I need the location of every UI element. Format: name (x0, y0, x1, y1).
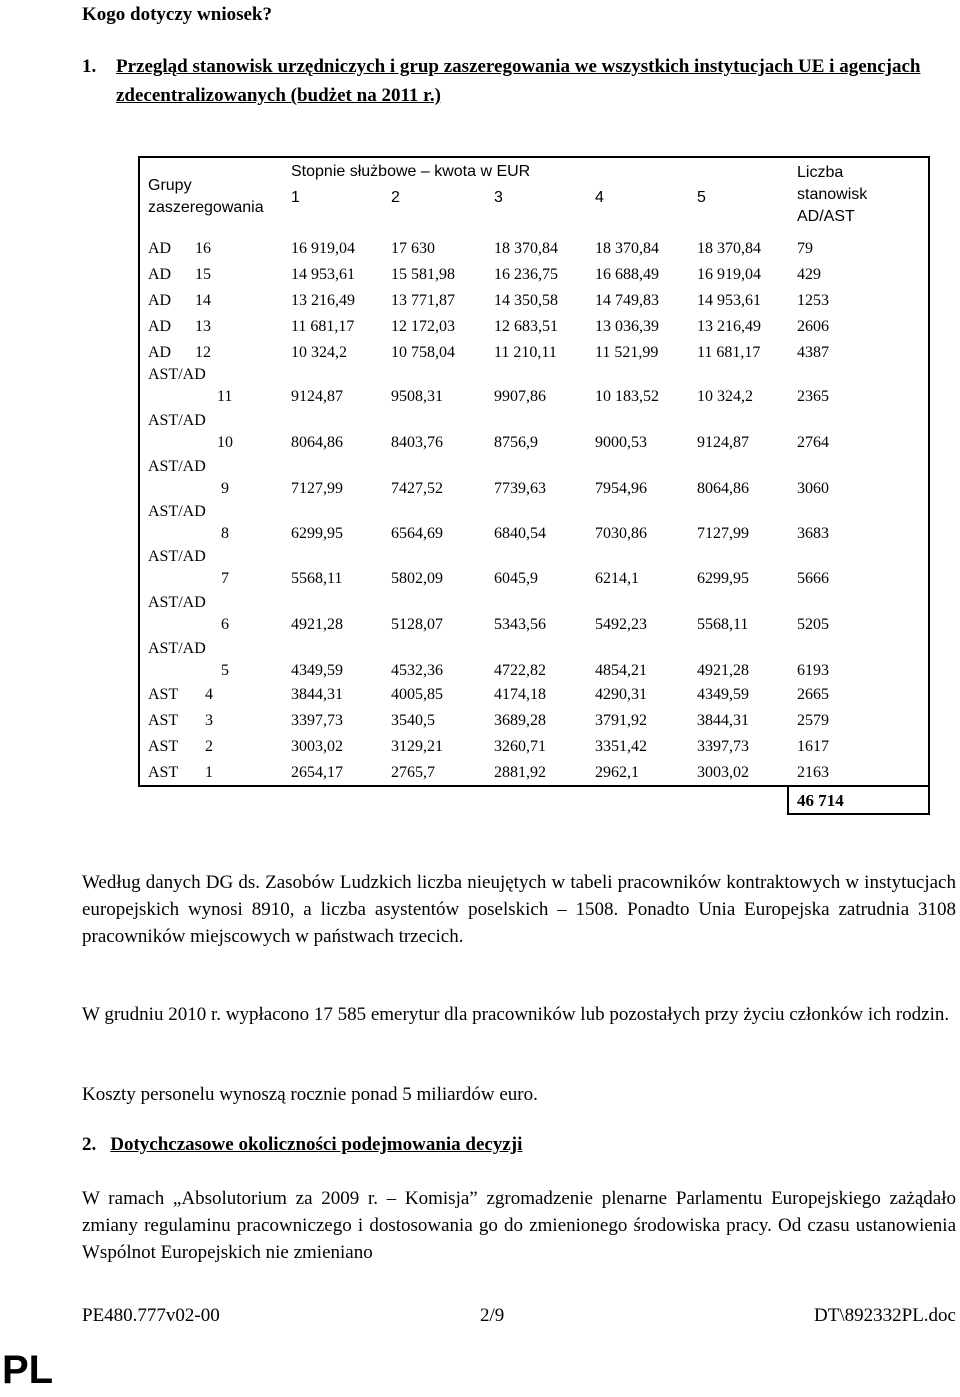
table-cell-step-5: 4921,28 (697, 662, 749, 679)
table-cell-count: 429 (797, 266, 821, 283)
table-cell-step-5: 10 324,2 (697, 388, 753, 405)
table-cell-count: 1253 (797, 292, 829, 309)
table-cell-group: AST/AD (148, 503, 206, 520)
table-cell-count: 2764 (797, 434, 829, 451)
table-cell-step-1: 13 216,49 (291, 292, 355, 309)
table-cell-step-3: 12 683,51 (494, 318, 558, 335)
table-cell-grade: 11 (217, 388, 233, 405)
section-2-number: 2. (82, 1134, 97, 1155)
table-cell-grade: 5 (221, 662, 229, 679)
table-cell-step-4: 4854,21 (595, 662, 647, 679)
table-cell-step-4: 5492,23 (595, 616, 647, 633)
table-header-count-line2: stanowisk (797, 186, 868, 203)
table-header-group-line1: Grupy (148, 177, 192, 194)
table-cell-group: AST (148, 738, 179, 755)
table-cell-group: AST (148, 764, 179, 781)
table-cell-step-1: 16 919,04 (291, 240, 355, 257)
table-cell-step-1: 3003,02 (291, 738, 343, 755)
table-cell-step-5: 18 370,84 (697, 240, 761, 257)
table-cell-step-2: 13 771,87 (391, 292, 455, 309)
table-cell-count: 1617 (797, 738, 829, 755)
paragraph-staff-costs: Koszty personelu wynoszą rocznie ponad 5 miliardów euro. (82, 1084, 538, 1105)
table-header-count-line3: AD/AST (797, 208, 855, 225)
table-cell-step-1: 6299,95 (291, 525, 343, 542)
table-cell-step-3: 5343,56 (494, 616, 546, 633)
table-cell-step-4: 11 521,99 (595, 344, 659, 361)
table-cell-step-4: 4290,31 (595, 686, 647, 703)
table-header-step-1: 1 (291, 189, 300, 206)
table-cell-step-2: 9508,31 (391, 388, 443, 405)
table-cell-group: AST (148, 712, 179, 729)
table-cell-step-5: 6299,95 (697, 570, 749, 587)
table-cell-step-5: 3844,31 (697, 712, 749, 729)
table-cell-group: AST (148, 686, 179, 703)
table-cell-step-3: 18 370,84 (494, 240, 558, 257)
total-count: 46 714 (787, 785, 930, 815)
table-cell-step-1: 10 324,2 (291, 344, 347, 361)
table-header-group-line2: zaszeregowania (148, 199, 264, 216)
table-header-step-5: 5 (697, 189, 706, 206)
table-cell-step-2: 5128,07 (391, 616, 443, 633)
table-cell-grade: 12 (195, 344, 211, 361)
table-cell-step-5: 13 216,49 (697, 318, 761, 335)
table-header-step-3: 3 (494, 189, 503, 206)
table-cell-step-3: 3260,71 (494, 738, 546, 755)
language-mark: PL (2, 1348, 54, 1392)
table-cell-step-4: 9000,53 (595, 434, 647, 451)
table-cell-grade: 8 (221, 525, 229, 542)
table-header-step-4: 4 (595, 189, 604, 206)
table-cell-group: AD (148, 266, 172, 283)
table-cell-step-1: 3397,73 (291, 712, 343, 729)
footer-document-name: DT\892332PL.doc (814, 1305, 956, 1326)
table-header-steps-title: Stopnie służbowe – kwota w EUR (291, 163, 531, 180)
table-cell-group: AD (148, 318, 172, 335)
table-cell-step-1: 5568,11 (291, 570, 343, 587)
table-cell-grade: 16 (195, 240, 211, 257)
section-1-heading (82, 52, 960, 110)
table-cell-step-3: 4722,82 (494, 662, 546, 679)
table-cell-count: 3060 (797, 480, 829, 497)
table-cell-step-5: 16 919,04 (697, 266, 761, 283)
section-1-title: Przegląd stanowisk urzędniczych i grup zaszeregowania we wszystkich instytucjach UE i agencjach zdecentralizowanych (budżet na 2011 r.) (116, 56, 921, 106)
table-cell-step-1: 2654,17 (291, 764, 343, 781)
table-cell-step-1: 4921,28 (291, 616, 343, 633)
table-cell-grade: 13 (195, 318, 211, 335)
table-cell-step-2: 3129,21 (391, 738, 443, 755)
table-cell-step-2: 8403,76 (391, 434, 443, 451)
table-cell-step-4: 10 183,52 (595, 388, 659, 405)
table-cell-group: AST/AD (148, 366, 206, 383)
table-cell-step-4: 14 749,83 (595, 292, 659, 309)
table-cell-grade: 10 (217, 434, 233, 451)
table-cell-count: 4387 (797, 344, 829, 361)
table-header-count-line1: Liczba (797, 164, 844, 181)
table-cell-count: 2579 (797, 712, 829, 729)
table-cell-step-4: 16 688,49 (595, 266, 659, 283)
table-cell-step-5: 4349,59 (697, 686, 749, 703)
table-cell-step-2: 4532,36 (391, 662, 443, 679)
table-cell-count: 3683 (797, 525, 829, 542)
table-cell-step-4: 3791,92 (595, 712, 647, 729)
table-cell-step-3: 14 350,58 (494, 292, 558, 309)
table-cell-step-3: 2881,92 (494, 764, 546, 781)
table-cell-step-1: 7127,99 (291, 480, 343, 497)
table-cell-step-3: 16 236,75 (494, 266, 558, 283)
table-cell-step-4: 3351,42 (595, 738, 647, 755)
table-header-step-2: 2 (391, 189, 400, 206)
table-cell-step-2: 12 172,03 (391, 318, 455, 335)
table-cell-count: 2365 (797, 388, 829, 405)
table-cell-group: AST/AD (148, 458, 206, 475)
table-cell-group: AST/AD (148, 640, 206, 657)
table-cell-group: AD (148, 292, 172, 309)
table-cell-step-5: 8064,86 (697, 480, 749, 497)
table-cell-step-2: 7427,52 (391, 480, 443, 497)
table-cell-step-3: 6045,9 (494, 570, 538, 587)
table-cell-step-1: 3844,31 (291, 686, 343, 703)
table-cell-step-2: 3540,5 (391, 712, 435, 729)
table-cell-grade: 4 (205, 686, 213, 703)
table-cell-grade: 6 (221, 616, 229, 633)
table-cell-group: AST/AD (148, 594, 206, 611)
paragraph-pensions: W grudniu 2010 r. wypłacono 17 585 emerytur dla pracowników lub pozostałych przy życiu członków ich rodzin. (82, 1004, 950, 1025)
table-cell-count: 5205 (797, 616, 829, 633)
table-cell-step-2: 6564,69 (391, 525, 443, 542)
table-cell-step-5: 9124,87 (697, 434, 749, 451)
table-cell-count: 5666 (797, 570, 829, 587)
table-cell-step-1: 14 953,61 (291, 266, 355, 283)
section-2-body: W ramach „Absolutorium za 2009 r. – Komisja” zgromadzenie plenarne Parlamentu Europejskiego zażądało zmiany regulaminu pracowniczego i dostosowania go do zmienionego środowiska pracy. Od czasu ustanowienia Wspólnot Europejskich nie zmieniano (82, 1188, 956, 1263)
table-cell-step-4: 2962,1 (595, 764, 639, 781)
table-cell-step-5: 3397,73 (697, 738, 749, 755)
table-cell-count: 2665 (797, 686, 829, 703)
table-cell-step-5: 5568,11 (697, 616, 749, 633)
table-cell-grade: 9 (221, 480, 229, 497)
table-cell-count: 79 (797, 240, 813, 257)
table-cell-step-3: 4174,18 (494, 686, 546, 703)
footer-reference: PE480.777v02-00 (82, 1305, 220, 1326)
table-cell-step-4: 6214,1 (595, 570, 639, 587)
table-cell-grade: 1 (205, 764, 213, 781)
table-cell-group: AST/AD (148, 412, 206, 429)
table-cell-step-4: 7954,96 (595, 480, 647, 497)
table-cell-group: AD (148, 344, 172, 361)
table-cell-grade: 14 (195, 292, 211, 309)
table-cell-step-4: 13 036,39 (595, 318, 659, 335)
table-cell-step-2: 15 581,98 (391, 266, 455, 283)
table-cell-group: AD (148, 240, 172, 257)
table-cell-count: 2163 (797, 764, 829, 781)
paragraph-contract-staff: Według danych DG ds. Zasobów Ludzkich liczba nieujętych w tabeli pracowników kontraktowych w instytucjach europejskich wynosi 8910, a liczba asystentów poselskich – 1508. Ponadto Unia Europejska zatrudnia 3108 pracowników miejscowych w państwach trzecich. (82, 872, 956, 947)
table-cell-step-1: 11 681,17 (291, 318, 355, 335)
table-cell-step-2: 4005,85 (391, 686, 443, 703)
table-cell-grade: 3 (205, 712, 213, 729)
table-cell-step-4: 7030,86 (595, 525, 647, 542)
table-cell-count: 6193 (797, 662, 829, 679)
table-cell-step-2: 2765,7 (391, 764, 435, 781)
section-1-number: 1. (82, 56, 97, 77)
table-cell-step-1: 8064,86 (291, 434, 343, 451)
table-cell-count: 2606 (797, 318, 829, 335)
table-cell-grade: 15 (195, 266, 211, 283)
table-cell-step-3: 11 210,11 (494, 344, 557, 361)
table-cell-step-4: 18 370,84 (595, 240, 659, 257)
table-cell-step-2: 10 758,04 (391, 344, 455, 361)
table-cell-step-3: 6840,54 (494, 525, 546, 542)
table-cell-step-3: 7739,63 (494, 480, 546, 497)
table-cell-step-3: 9907,86 (494, 388, 546, 405)
table-cell-step-2: 5802,09 (391, 570, 443, 587)
table-cell-step-5: 11 681,17 (697, 344, 761, 361)
table-cell-step-2: 17 630 (391, 240, 435, 257)
section-2-heading (82, 1134, 522, 1156)
heading-question: Kogo dotyczy wniosek? (82, 4, 272, 25)
table-cell-step-1: 4349,59 (291, 662, 343, 679)
section-2-title: Dotychczasowe okoliczności podejmowania decyzji (110, 1134, 523, 1155)
table-cell-step-3: 3689,28 (494, 712, 546, 729)
table-cell-step-3: 8756,9 (494, 434, 538, 451)
table-cell-grade: 2 (205, 738, 213, 755)
table-cell-step-5: 3003,02 (697, 764, 749, 781)
table-cell-grade: 7 (221, 570, 229, 587)
footer-page-number: 2/9 (480, 1305, 505, 1326)
table-cell-step-5: 14 953,61 (697, 292, 761, 309)
table-cell-group: AST/AD (148, 548, 206, 565)
table-cell-step-5: 7127,99 (697, 525, 749, 542)
table-cell-step-1: 9124,87 (291, 388, 343, 405)
